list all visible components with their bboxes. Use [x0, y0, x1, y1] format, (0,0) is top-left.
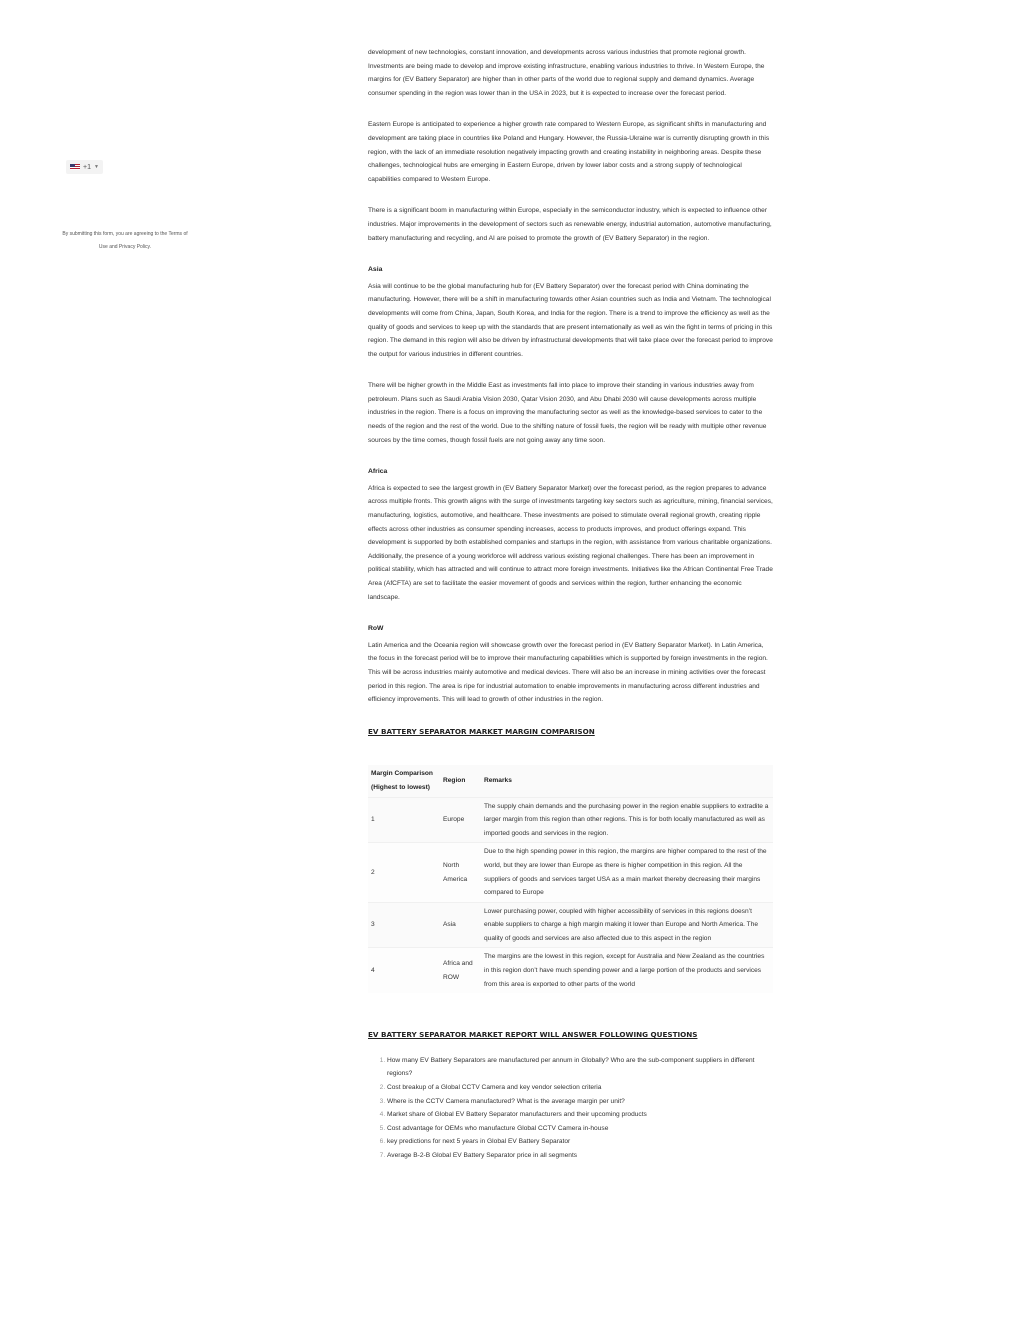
- table-header-row: [368, 765, 773, 797]
- paragraph: Eastern Europe is anticipated to experience a higher growth rate compared to Western Europe, as significant shifts in manufacturing and development are taking place in countries like Poland and Hungary. However, the Russia-Ukraine war is currently disrupting growth in this region, with the lack of an immediate resolution negatively impacting growth and creating instability in neighboring areas. Despite these challenges, technological hubs are emerging in Eastern Europe, driven by lower labor costs and a strong supply of technological capabilities compared to Western Europe.: [368, 121, 770, 183]
- remarks-cell: Lower purchasing power, coupled with higher accessibility of services in this regions doesn’t enable suppliers to charge a high margin making it lower than Europe and North America. The quality of goods and services are also affected due to this aspect in the region: [481, 902, 773, 948]
- table-row: [368, 843, 773, 902]
- list-item: 2. Cost breakup of a Global CCTV Camera and key vendor selection criteria: [387, 1081, 773, 1095]
- rank-cell: 2: [368, 843, 440, 902]
- questions-list: [368, 1054, 773, 1163]
- list-item: 6. key predictions for next 5 years in Global EV Battery Separator: [387, 1135, 773, 1149]
- paragraph: Africa is expected to see the largest growth in (EV Battery Separator Market) over the forecast period, as the region prepares to advance across multiple fronts. This growth aligns with the surge of investments targeting key sectors such as agriculture, mining, financial services, manufacturing, logistics, automotive, and healthcare. These investments are poised to stimulate overall regional growth, creating ripple effects across other industries as consumer spending increases, access to products improves, and product offerings expand. This development is supported by both established companies and startups in the region, with assistance from various charitable organizations. Additionally, the presence of a young workforce will address various existing regional challenges. There has been an improvement in political stability, which has attracted and will continue to attract more foreign investments. Initiatives like the African Continental Free Trade Area (AfCFTA) are set to facilitate the easier movement of goods and services within the region, further enhancing the economic landscape.: [368, 484, 773, 601]
- remarks-cell: The supply chain demands and the purchasing power in the region enable suppliers to extradite a larger margin from this region than other regions. This is for both locally manufactured as well as imported goods and services in the region.: [481, 797, 773, 843]
- list-item: 1. How many EV Battery Separators are manufactured per annum in Globally? Who are the sub-component suppliers in different regions?: [387, 1054, 773, 1081]
- column-header: Region: [440, 765, 481, 797]
- list-item: 5. Cost advantage for OEMs who manufacture Global CCTV Camera in-house: [387, 1122, 773, 1136]
- region-cell: Africa and ROW: [440, 948, 481, 993]
- remarks-cell: Due to the high spending power in this region, the margins are higher compared to the rest of the world, but they are lower than Europe as there is higher competition in this region. All the suppliers of goods and services target USA as a main market thereby decreasing their margins compared to Europe: [481, 843, 773, 902]
- paragraph: Latin America and the Oceania region will showcase growth over the forecast period in (EV Battery Separator Market). In Latin America, the focus in the forecast period will be to improve their manufacturing capabilities which is supported by foreign investments in the region. This will be across industries mainly automotive and medical devices. There will also be an increase in mining activities over the forecast period in this region. The area is ripe for industrial automation to enable improvements in manufacturing across different industries and efficiency improvements. This will lead to growth of other industries in the region.: [368, 641, 768, 704]
- margin-comparison-table: [368, 765, 773, 993]
- paragraph: There is a significant boom in manufacturing within Europe, especially in the semiconductor industry, which is expected to influence other industries. Major improvements in the development of sectors such as renewable energy, industrial automation, automotive manufacturing, battery manufacturing and recycling, and AI are poised to promote the growth of (EV Battery Separator) in the region.: [368, 207, 772, 242]
- rank-cell: 4: [368, 948, 440, 993]
- main-content: [368, 46, 773, 1163]
- country-code-label: +1: [83, 163, 91, 171]
- list-item: 7. Average B-2-B Global EV Battery Separator price in all segments: [387, 1149, 773, 1163]
- paragraph: There will be higher growth in the Middle East as investments fall into place to improve their standing in various industries away from petroleum. Plans such as Saudi Arabia Vision 2030, Qatar Vision 2030, and Abu Dhabi 2030 will cause developments across multiple industries in the region. There is a focus on improving the manufacturing sector as well as the knowledge-based services to cater to the needs of the region and the rest of the world. Due to the shifting nature of fossil fuels, the region will be ready with multiple other revenue sources by the time comes, though fossil fuels are not going away any time soon.: [368, 382, 767, 444]
- remarks-cell: The margins are the lowest in this region, except for Australia and New Zealand as the countries in this region don’t have much spending power and a large portion of the products and services from this area is exported to other parts of the world: [481, 948, 773, 993]
- us-flag-icon: [70, 164, 80, 170]
- region-cell: Europe: [440, 797, 481, 843]
- consent-text: By submitting this form, you are agreeing to the Terms of Use and Privacy Policy.: [62, 231, 188, 250]
- region-heading-asia: Asia: [368, 266, 383, 274]
- paragraph: development of new technologies, constant innovation, and developments across various industries that promote regional growth. Investments are being made to develop and improve existing infrastructure, enabling various industries to thrive. In Western Europe, the margins for (EV Battery Separator) are higher than in other parts of the world due to regional supply and demand dynamics. Average consumer spending in the region was lower than in the USA in 2023, but it is expected to increase over the forecast period.: [368, 49, 765, 97]
- list-item: 3. Where is the CCTV Camera manufactured? What is the average margin per unit?: [387, 1095, 773, 1109]
- country-code-select[interactable]: [66, 160, 103, 174]
- rank-cell: 3: [368, 902, 440, 948]
- column-header: Margin Comparison (Highest to lowest): [368, 765, 440, 797]
- region-cell: Asia: [440, 902, 481, 948]
- rank-cell: 1: [368, 797, 440, 843]
- table-row: [368, 797, 773, 843]
- list-item: 4. Market share of Global EV Battery Separator manufacturers and their upcoming products: [387, 1108, 773, 1122]
- region-cell: North America: [440, 843, 481, 902]
- column-header: Remarks: [481, 765, 773, 797]
- chevron-down-icon: ▼: [93, 164, 99, 170]
- margin-section-title: EV BATTERY SEPARATOR MARKET MARGIN COMPARISON: [368, 726, 595, 736]
- table-row: [368, 902, 773, 948]
- table-row: [368, 948, 773, 993]
- region-heading-row: RoW: [368, 625, 384, 633]
- paragraph: Asia will continue to be the global manufacturing hub for (EV Battery Separator) over the forecast period with China dominating the manufacturing. However, there will be a shift in manufacturing towards other Asian countries such as India and Vietnam. The technological developments will come from China, Japan, South Korea, and India for the region. There is a trend to improve the efficiency as well as the quality of goods and services to keep up with the standards that are present internationally as well as win the fight in terms of pricing in this region. The demand in this region will also be driven by infrastructural developments that will take place over the forecast period to improve the output for various industries in different countries.: [368, 282, 773, 358]
- region-heading-africa: Africa: [368, 468, 388, 476]
- questions-section-title: EV BATTERY SEPARATOR MARKET REPORT WILL ANSWER FOLLOWING QUESTIONS: [368, 1030, 698, 1040]
